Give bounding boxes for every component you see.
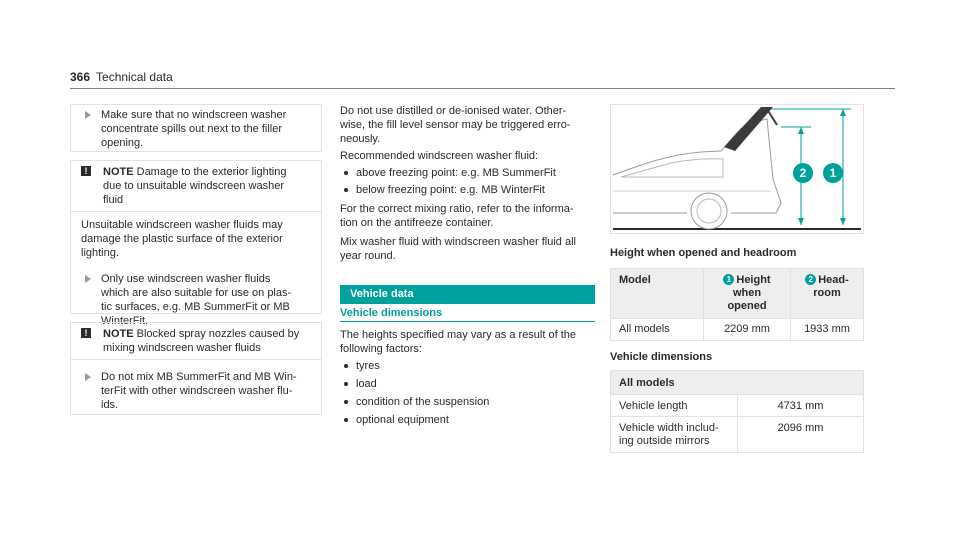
list-item: optional equipment [340, 413, 595, 427]
warning-icon: ! [81, 328, 91, 338]
list-item: above freezing point: e.g. MB SummerFit [340, 166, 595, 180]
paragraph: The heights specified may vary as a result of the following factors: [340, 329, 577, 355]
paragraph: For the correct mixing ratio, refer to the informa- tion on the antifreeze container. [340, 203, 574, 229]
col-headroom: 2 Head- room [791, 269, 864, 319]
note-body: Unsuitable windscreen washer fluids may damage the plastic surface of the exterior lighting. [81, 219, 283, 259]
badge-2: 2 [805, 274, 816, 285]
middle-column [340, 104, 595, 263]
page-header [70, 70, 895, 89]
note-label: NOTE [103, 328, 134, 340]
step-text: Make sure that no windscreen washer concentrate spills out next to the filler opening. [101, 109, 287, 149]
note-box [70, 160, 322, 327]
table-caption: Vehicle dimensions [610, 351, 713, 363]
table-row: Vehicle length 4731 mm [611, 395, 864, 417]
paragraph: Mix washer fluid with windscreen washer fluid all year round. [340, 236, 576, 262]
col-model: Model [611, 269, 704, 319]
marker-1: 1 [829, 166, 837, 180]
step-text: Do not mix MB SummerFit and MB Win- terFit with other windscreen washer flu- ids. [101, 371, 297, 411]
list-item: below freezing point: e.g. MB WinterFit [340, 183, 595, 197]
arrow-icon [85, 275, 91, 283]
arrow-icon [85, 111, 91, 119]
fluid-list [340, 166, 595, 197]
badge-1: 1 [723, 274, 734, 285]
paragraph: Do not use distilled or de-ionised water. Other- wise, the fill level sensor may be triggered erro- neously. [340, 105, 571, 145]
warning-icon: ! [81, 166, 91, 176]
note-box [70, 322, 322, 415]
figure-caption: Height when opened and headroom [610, 247, 797, 259]
factor-list [340, 359, 595, 427]
list-item: tyres [340, 359, 595, 373]
page-number: 366 [70, 70, 91, 84]
arrow-icon [85, 373, 91, 381]
height-table [610, 268, 864, 341]
list-item: load [340, 377, 595, 391]
note-label: NOTE [103, 166, 134, 178]
vehicle-height-figure [610, 104, 864, 234]
table-row: All models 2209 mm 1933 mm [611, 319, 864, 341]
step-box [70, 104, 322, 152]
paragraph: Recommended windscreen washer fluid: [340, 150, 539, 162]
factors-block [340, 328, 595, 427]
dimensions-table [610, 370, 864, 453]
note-title: Damage to the exterior lighting due to unsuitable windscreen washer fluid [103, 166, 287, 206]
list-item: condition of the suspension [340, 395, 595, 409]
note-title: Blocked spray nozzles caused by mixing windscreen washer fluids [103, 328, 300, 354]
dim-header: All models [611, 371, 864, 395]
step-text: Only use windscreen washer fluids which are also suitable for use on plas- tic surfaces, e.g. MB SummerFit or MB WinterFit. [101, 273, 292, 327]
marker-2: 2 [799, 166, 807, 180]
col-height: 1 Height when opened [704, 269, 791, 319]
car-illustration [611, 105, 863, 233]
subsection-title: Vehicle dimensions [340, 306, 595, 322]
table-row: Vehicle width includ- ing outside mirrors 2096 mm [611, 417, 864, 453]
section-title: Vehicle data [340, 285, 595, 304]
page-title: Technical data [96, 70, 173, 84]
